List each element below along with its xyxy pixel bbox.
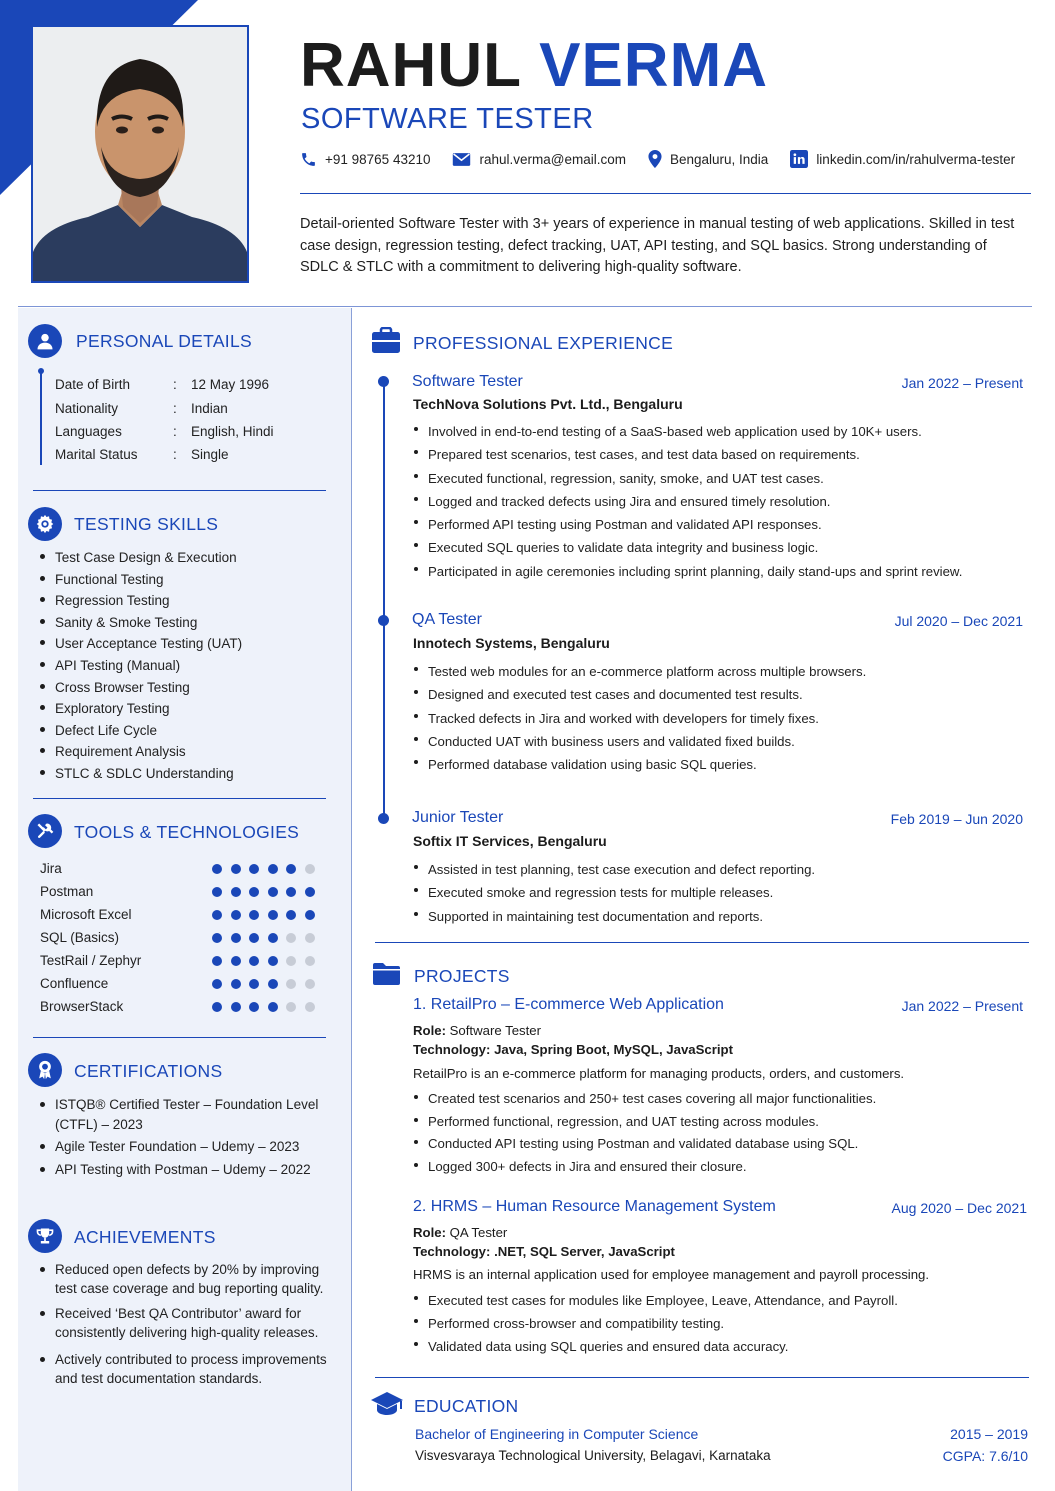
rating-dot: [305, 979, 315, 989]
header-divider: [300, 193, 1031, 194]
sidebar-divider: [33, 490, 326, 491]
section-divider: [18, 306, 1032, 307]
rating-dot: [286, 864, 296, 874]
job-bullets: [413, 858, 815, 928]
list-item: Actively contributed to process improvements and test documentation standards.: [39, 1350, 329, 1388]
list-item: API Testing (Manual): [39, 655, 242, 677]
list-item: Performed functional, regression, and UAT testing across modules.: [413, 1111, 876, 1134]
phone-icon: [300, 151, 317, 168]
education-university: Visvesvaraya Technological University, Belagavi, Karnataka: [415, 1448, 771, 1463]
rating-dot: [212, 887, 222, 897]
rating-dot: [286, 1002, 296, 1012]
rating-dot: [305, 910, 315, 920]
list-item: Regression Testing: [39, 590, 242, 612]
skills-list: [39, 547, 242, 785]
job-bullets: [413, 660, 866, 776]
timeline-line: [40, 370, 42, 465]
rating-dot: [231, 887, 241, 897]
rating-dot: [231, 910, 241, 920]
project-title: 1. RetailPro – E-commerce Web Application: [413, 996, 724, 1013]
list-item: Functional Testing: [39, 569, 242, 591]
project-role: Role: QA Tester: [413, 1225, 508, 1240]
list-item: API Testing with Postman – Udemy – 2022: [39, 1160, 324, 1180]
testing-skills-heading: TESTING SKILLS: [74, 514, 219, 534]
list-item: Involved in end-to-end testing of a SaaS-based web application used by 10K+ users.: [413, 420, 962, 443]
rating-dots: [212, 956, 323, 966]
rating-dot: [231, 956, 241, 966]
location-pin-icon: [648, 150, 662, 168]
tool-name: Postman: [40, 884, 94, 899]
timeline-dot: [38, 368, 44, 374]
list-item: Executed smoke and regression tests for multiple releases.: [413, 881, 815, 904]
user-icon: [28, 324, 62, 358]
rating-dot: [231, 979, 241, 989]
rating-dot: [212, 1002, 222, 1012]
rating-dots: [212, 979, 323, 989]
profile-summary: Detail-oriented Software Tester with 3+ years of experience in manual testing of web applications. Skilled in test case design, regression testing, defect tracking, UAT, API testing, and SQL basics. Strong understanding of SDLC & STLC with a commitment to delivering high-quality software.: [300, 216, 1015, 275]
linkedin-icon: [790, 150, 808, 168]
job-company: Innotech Systems, Bengaluru: [413, 635, 610, 651]
project-description: RetailPro is an e-commerce platform for managing products, orders, and customers.: [413, 1066, 905, 1081]
rating-dot: [305, 1002, 315, 1012]
list-item: Received ‘Best QA Contributor’ award for consistently delivering high-quality releases.: [39, 1304, 329, 1342]
email-icon: [452, 152, 471, 167]
rating-dot: [286, 956, 296, 966]
list-item: Conducted UAT with business users and validated fixed builds.: [413, 730, 866, 753]
folder-icon: [372, 962, 401, 986]
list-item: Performed database validation using basic SQL queries.: [413, 753, 866, 776]
tool-name: Microsoft Excel: [40, 907, 132, 922]
education-years: 2015 – 2019: [950, 1426, 1028, 1442]
contact-bar: [300, 150, 1037, 168]
tool-name: TestRail / Zephyr: [40, 953, 142, 968]
list-item: Validated data using SQL queries and ensured data accuracy.: [413, 1335, 898, 1358]
rating-dot: [305, 933, 315, 943]
achievements-heading: ACHIEVEMENTS: [74, 1227, 216, 1247]
job-dates: Jul 2020 – Dec 2021: [894, 613, 1023, 629]
list-item: Executed test cases for modules like Employee, Leave, Attendance, and Payroll.: [413, 1289, 898, 1312]
rating-dot: [268, 956, 278, 966]
list-item: Logged and tracked defects using Jira and ensured timely resolution.: [413, 490, 962, 513]
certifications-heading: CERTIFICATIONS: [74, 1061, 223, 1081]
rating-dot: [249, 910, 259, 920]
rating-dot: [249, 1002, 259, 1012]
timeline-dot: [378, 813, 389, 824]
job-company: Softix IT Services, Bengaluru: [413, 833, 607, 849]
rating-dot: [231, 1002, 241, 1012]
rating-dots: [212, 933, 323, 943]
job-title: Software Tester: [412, 373, 523, 390]
rating-dot: [286, 910, 296, 920]
list-item: ISTQB® Certified Tester – Foundation Level (CTFL) – 2023: [39, 1095, 324, 1134]
rating-dot: [286, 979, 296, 989]
project-technology: Technology: .NET, SQL Server, JavaScript: [413, 1244, 675, 1259]
list-item: Conducted API testing using Postman and validated database using SQL.: [413, 1133, 876, 1156]
rating-dot: [249, 864, 259, 874]
timeline-dot: [378, 376, 389, 387]
personal-details-heading: PERSONAL DETAILS: [76, 331, 252, 351]
rating-dots: [212, 887, 323, 897]
list-item: Defect Life Cycle: [39, 720, 242, 742]
job-role: SOFTWARE TESTER: [301, 103, 594, 135]
job-title: QA Tester: [412, 611, 482, 628]
job-dates: Feb 2019 – Jun 2020: [890, 811, 1023, 827]
list-item: Participated in agile ceremonies including sprint planning, daily stand-ups and sprint review.: [413, 560, 962, 583]
experience-heading: PROFESSIONAL EXPERIENCE: [413, 333, 674, 353]
rating-dots: [212, 1002, 323, 1012]
sidebar-divider: [33, 1037, 326, 1038]
list-item: Logged 300+ defects in Jira and ensured their closure.: [413, 1156, 876, 1179]
rating-dot: [212, 979, 222, 989]
profile-photo: [31, 25, 249, 283]
timeline-dot: [378, 615, 389, 626]
list-item: Agile Tester Foundation – Udemy – 2023: [39, 1137, 324, 1157]
list-item: Executed functional, regression, sanity, smoke, and UAT test cases.: [413, 467, 962, 490]
briefcase-icon: [371, 327, 401, 354]
list-item: Reduced open defects by 20% by improving test case coverage and bug reporting quality.: [39, 1260, 329, 1298]
contact-location: Bengaluru, India: [648, 150, 768, 168]
rating-dot: [286, 933, 296, 943]
rating-dot: [212, 864, 222, 874]
education-degree: Bachelor of Engineering in Computer Science: [415, 1426, 699, 1442]
list-item: Tested web modules for an e-commerce platform across multiple browsers.: [413, 660, 866, 683]
contact-linkedin[interactable]: linkedin.com/in/rahulverma-tester: [790, 150, 1015, 168]
rating-dot: [231, 864, 241, 874]
rating-dot: [305, 887, 315, 897]
rating-dot: [212, 933, 222, 943]
contact-email[interactable]: rahul.verma@email.com: [452, 152, 626, 167]
list-item: Sanity & Smoke Testing: [39, 612, 242, 634]
list-item: Requirement Analysis: [39, 741, 242, 763]
job-dates: Jan 2022 – Present: [901, 375, 1023, 391]
rating-dot: [305, 956, 315, 966]
section-divider: [375, 942, 1029, 943]
gear-icon: [28, 507, 62, 541]
project-dates: Aug 2020 – Dec 2021: [891, 1200, 1027, 1216]
rating-dot: [268, 933, 278, 943]
project-bullets: [413, 1289, 898, 1358]
section-divider: [375, 1377, 1029, 1378]
rating-dot: [268, 887, 278, 897]
list-item: User Acceptance Testing (UAT): [39, 633, 242, 655]
rating-dot: [268, 910, 278, 920]
candidate-name: RAHUL VERMA: [300, 31, 768, 100]
rating-dot: [268, 864, 278, 874]
rating-dot: [305, 864, 315, 874]
project-description: HRMS is an internal application used for employee management and payroll processing.: [413, 1267, 930, 1282]
certificate-icon: [28, 1053, 62, 1087]
project-role: Role: Software Tester: [413, 1023, 542, 1038]
tool-name: BrowserStack: [40, 999, 124, 1014]
sidebar-divider: [33, 798, 326, 799]
list-item: Performed API testing using Postman and validated API responses.: [413, 513, 962, 536]
tool-name: Jira: [40, 861, 62, 876]
rating-dots: [212, 910, 323, 920]
list-item: Prepared test scenarios, test cases, and test data based on requirements.: [413, 443, 962, 466]
list-item: Executed SQL queries to validate data integrity and business logic.: [413, 536, 962, 559]
list-item: Test Case Design & Execution: [39, 547, 242, 569]
list-item: Cross Browser Testing: [39, 677, 242, 699]
job-title: Junior Tester: [412, 809, 504, 826]
rating-dot: [212, 956, 222, 966]
achievements-list: [39, 1260, 329, 1388]
job-company: TechNova Solutions Pvt. Ltd., Bengaluru: [413, 396, 683, 412]
rating-dot: [249, 979, 259, 989]
list-item: Created test scenarios and 250+ test cases covering all major functionalities.: [413, 1088, 876, 1111]
list-item: Designed and executed test cases and documented test results.: [413, 683, 866, 706]
tools-heading: TOOLS & TECHNOLOGIES: [74, 822, 300, 842]
rating-dots: [212, 864, 323, 874]
project-bullets: [413, 1088, 876, 1179]
tool-name: SQL (Basics): [40, 930, 120, 945]
list-item: Assisted in test planning, test case execution and defect reporting.: [413, 858, 815, 881]
rating-dot: [249, 933, 259, 943]
rating-dot: [286, 887, 296, 897]
rating-dot: [212, 910, 222, 920]
experience-timeline: [383, 382, 385, 820]
list-item: Exploratory Testing: [39, 698, 242, 720]
contact-phone[interactable]: +91 98765 43210: [300, 151, 430, 168]
education-heading: EDUCATION: [414, 1396, 519, 1416]
list-item: Supported in maintaining test documentation and reports.: [413, 905, 815, 928]
list-item: Performed cross-browser and compatibility testing.: [413, 1312, 898, 1335]
rating-dot: [268, 979, 278, 989]
project-technology: Technology: Java, Spring Boot, MySQL, JavaScript: [413, 1042, 734, 1057]
rating-dot: [249, 956, 259, 966]
rating-dot: [249, 887, 259, 897]
project-dates: Jan 2022 – Present: [901, 998, 1023, 1014]
tool-name: Confluence: [40, 976, 109, 991]
rating-dot: [231, 933, 241, 943]
certifications-list: [39, 1095, 324, 1179]
rating-dot: [268, 1002, 278, 1012]
tools-icon: [28, 814, 62, 848]
projects-heading: PROJECTS: [414, 966, 510, 986]
job-bullets: [413, 420, 962, 583]
list-item: STLC & SDLC Understanding: [39, 763, 242, 785]
trophy-icon: [28, 1219, 62, 1253]
list-item: Tracked defects in Jira and worked with developers for timely fixes.: [413, 707, 866, 730]
project-title: 2. HRMS – Human Resource Management System: [413, 1198, 776, 1215]
graduation-cap-icon: [370, 1391, 404, 1417]
education-cgpa: CGPA: 7.6/10: [942, 1448, 1028, 1464]
